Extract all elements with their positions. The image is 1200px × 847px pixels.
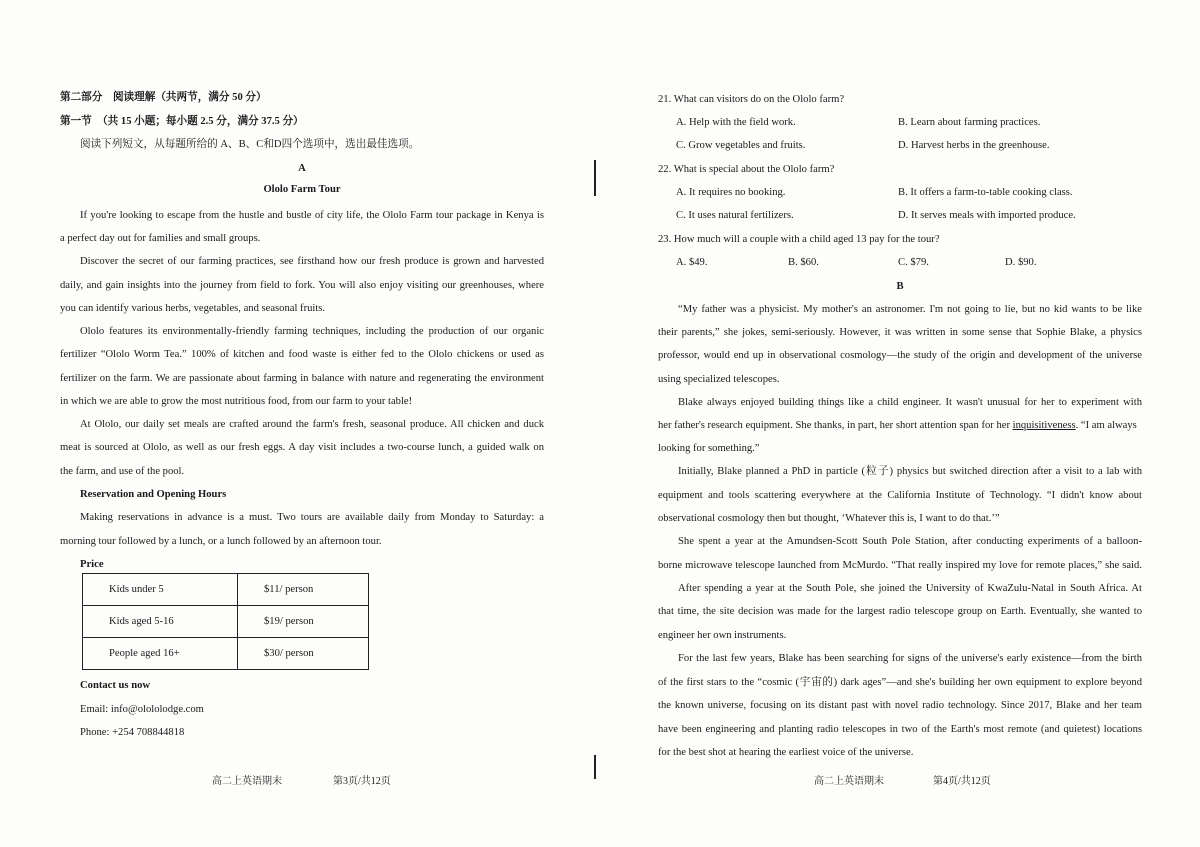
- contact-email: Email: info@olololodge.com: [80, 704, 204, 715]
- passage-line: that time, the site decision was made for the largest radio telescope group on Earth. Eventually, she wanted to: [658, 606, 1142, 617]
- passage-line: Discover the secret of our farming practices, see firsthand how our fresh produce is grown and harvested: [80, 256, 544, 267]
- passage-letter-a: A: [298, 163, 306, 174]
- table-row: [83, 638, 369, 670]
- price-group-cell: People aged 16+: [83, 638, 238, 670]
- passage-line: fertilizer “Ololo Worm Tea.” 100% of kitchen and food waste is either fed to the Ololo chickens or used as: [60, 349, 544, 360]
- price-table: [82, 573, 369, 670]
- passage-line: in which we are able to grow the most nutritious food, from our farm to your table!: [60, 396, 413, 407]
- passage-line: you can identify various herbs, vegetables, and seasonal fruits.: [60, 303, 326, 314]
- question-21-stem: 21. What can visitors do on the Ololo farm?: [658, 94, 845, 105]
- passage-line: She spent a year at the Amundsen-Scott South Pole Station, after conducting experiments of a balloon-: [678, 536, 1142, 547]
- q22-option-d: D. It serves meals with imported produce.: [898, 210, 1076, 221]
- question-23-stem: 23. How much will a couple with a child aged 13 pay for the tour?: [658, 234, 940, 245]
- q21-option-c: C. Grow vegetables and fruits.: [676, 140, 806, 151]
- passage-line: For the last few years, Blake has been searching for signs of the universe's early existence—from the birth: [678, 653, 1142, 664]
- q23-option-a: A. $49.: [676, 257, 708, 268]
- passage-line: Blake always enjoyed building things like a child engineer. It wasn't unusual for her to experiment with: [678, 397, 1142, 408]
- passage-title: Ololo Farm Tour: [263, 184, 341, 195]
- binding-line-top: [594, 160, 596, 196]
- passage-line: of the first stars to the “cosmic (宇宙的) dark ages”—and she's building her own equipment to explore beyond: [658, 677, 1142, 688]
- contact-phone: Phone: +254 708844818: [80, 727, 185, 738]
- passage-line: using specialized telescopes.: [658, 374, 780, 385]
- passage-line: If you're looking to escape from the hustle and bustle of city life, the Ololo Farm tour package in Kenya is: [80, 210, 544, 221]
- passage-line: the farm, and use of the pool.: [60, 466, 185, 477]
- passage-line: “My father was a physicist. My mother's an astronomer. I'm not going to lie, but no kid wants to be like: [678, 304, 1142, 315]
- q21-option-d: D. Harvest herbs in the greenhouse.: [898, 140, 1050, 151]
- q22-option-c: C. It uses natural fertilizers.: [676, 210, 794, 221]
- price-heading: Price: [80, 559, 104, 570]
- passage-line-with-underlined-word: [658, 419, 1137, 433]
- table-row: [83, 574, 369, 606]
- table-row: [83, 606, 369, 638]
- passage-line: looking for something.”: [658, 443, 760, 454]
- q23-option-d: D. $90.: [1005, 257, 1037, 268]
- section-heading: 第二部分 阅读理解（共两节，满分 50 分）: [60, 92, 267, 103]
- passage-line: Making reservations in advance is a must. Two tours are available daily from Monday to Saturday: a: [80, 512, 544, 523]
- passage-line: morning tour followed by a lunch, or a lunch followed by an afternoon tour.: [60, 536, 382, 547]
- passage-line: Ololo features its environmentally-friendly farming techniques, including the production of our organic: [80, 326, 544, 337]
- passage-line: meat is sourced at Ololo, as well as our fresh eggs. A day visit includes a two-course lunch, a guided walk on: [60, 442, 544, 453]
- passage-line: a perfect day out for families and small groups.: [60, 233, 261, 244]
- price-value-cell: $11/ person: [238, 574, 369, 606]
- passage-line: daily, and gain insights into the journey from field to fork. You will also enjoy visiting our greenhouses, where: [60, 280, 544, 291]
- q21-option-a: A. Help with the field work.: [676, 117, 796, 128]
- footer-course: 高二上英语期末: [814, 776, 884, 787]
- passage-line: engineer her own instruments.: [658, 630, 787, 641]
- q23-option-c: C. $79.: [898, 257, 929, 268]
- price-group-cell: Kids aged 5-16: [83, 606, 238, 638]
- passage-line: have been engineering and planting radio telescopes in two of the Earth's most remote (and quietest) locations: [658, 724, 1142, 735]
- passage-line: observational cosmology then but thought, ‘Whatever this is, I want to do that.’”: [658, 513, 1000, 524]
- passage-text: . “I am always: [1075, 420, 1137, 431]
- reservation-heading: Reservation and Opening Hours: [80, 489, 227, 500]
- subsection-heading: 第一节 （共 15 小题；每小题 2.5 分，满分 37.5 分）: [60, 116, 304, 127]
- q23-option-b: B. $60.: [788, 257, 819, 268]
- footer-page-number: 第3页/共12页: [333, 776, 391, 787]
- instructions: 阅读下列短文，从每题所给的 A、B、C和D四个选项中，选出最佳选项。: [80, 139, 420, 150]
- passage-line: professor, would end up in observational cosmology—the study of the origin and development of the universe: [658, 350, 1142, 361]
- passage-line: the known universe, focusing on its distant past with novel radio technology. Since 2017, Blake and her team: [658, 700, 1142, 711]
- passage-line: equipment and tools scattering everywhere at the California Institute of Technology. “I didn't know about: [658, 490, 1142, 501]
- q21-option-b: B. Learn about farming practices.: [898, 117, 1041, 128]
- passage-line: After spending a year at the South Pole, she joined the University of KwaZulu-Natal in South Africa. At: [678, 583, 1142, 594]
- contact-heading: Contact us now: [80, 680, 151, 691]
- right-page: [658, 0, 1142, 847]
- price-value-cell: $19/ person: [238, 606, 369, 638]
- footer-page-number: 第4页/共12页: [933, 776, 991, 787]
- passage-line: At Ololo, our daily set meals are crafted around the farm's fresh, seasonal produce. All chicken and duck: [80, 419, 544, 430]
- binding-line-bottom: [594, 755, 596, 779]
- passage-letter-b: B: [896, 281, 904, 292]
- passage-line: their parents,” she jokes, semi-seriously. However, it was written in some sense that Sophie Blake, a physics: [658, 327, 1142, 338]
- passage-text: her father's research equipment. She thanks, in part, her short attention span for her: [658, 420, 1010, 431]
- price-value-cell: $30/ person: [238, 638, 369, 670]
- underlined-word: inquisitiveness: [1012, 420, 1076, 431]
- passage-line: for the best shot at hearing the earliest voice of the universe.: [658, 747, 914, 758]
- q22-option-a: A. It requires no booking.: [676, 187, 786, 198]
- footer-course: 高二上英语期末: [212, 776, 282, 787]
- question-22-stem: 22. What is special about the Ololo farm?: [658, 164, 835, 175]
- price-group-cell: Kids under 5: [83, 574, 238, 606]
- left-page: [60, 0, 544, 847]
- q22-option-b: B. It offers a farm-to-table cooking class.: [898, 187, 1073, 198]
- passage-line: Initially, Blake planned a PhD in particle (粒子) physics but switched direction after a visit to a lab with: [678, 466, 1142, 477]
- passage-line: fertilizer on the farm. We are passionate about farming in balance with nature and regenerating the environment: [60, 373, 544, 384]
- passage-line: borne microwave telescope launched from McMurdo. “That really inspired my love for remote places,” she said.: [658, 560, 1142, 571]
